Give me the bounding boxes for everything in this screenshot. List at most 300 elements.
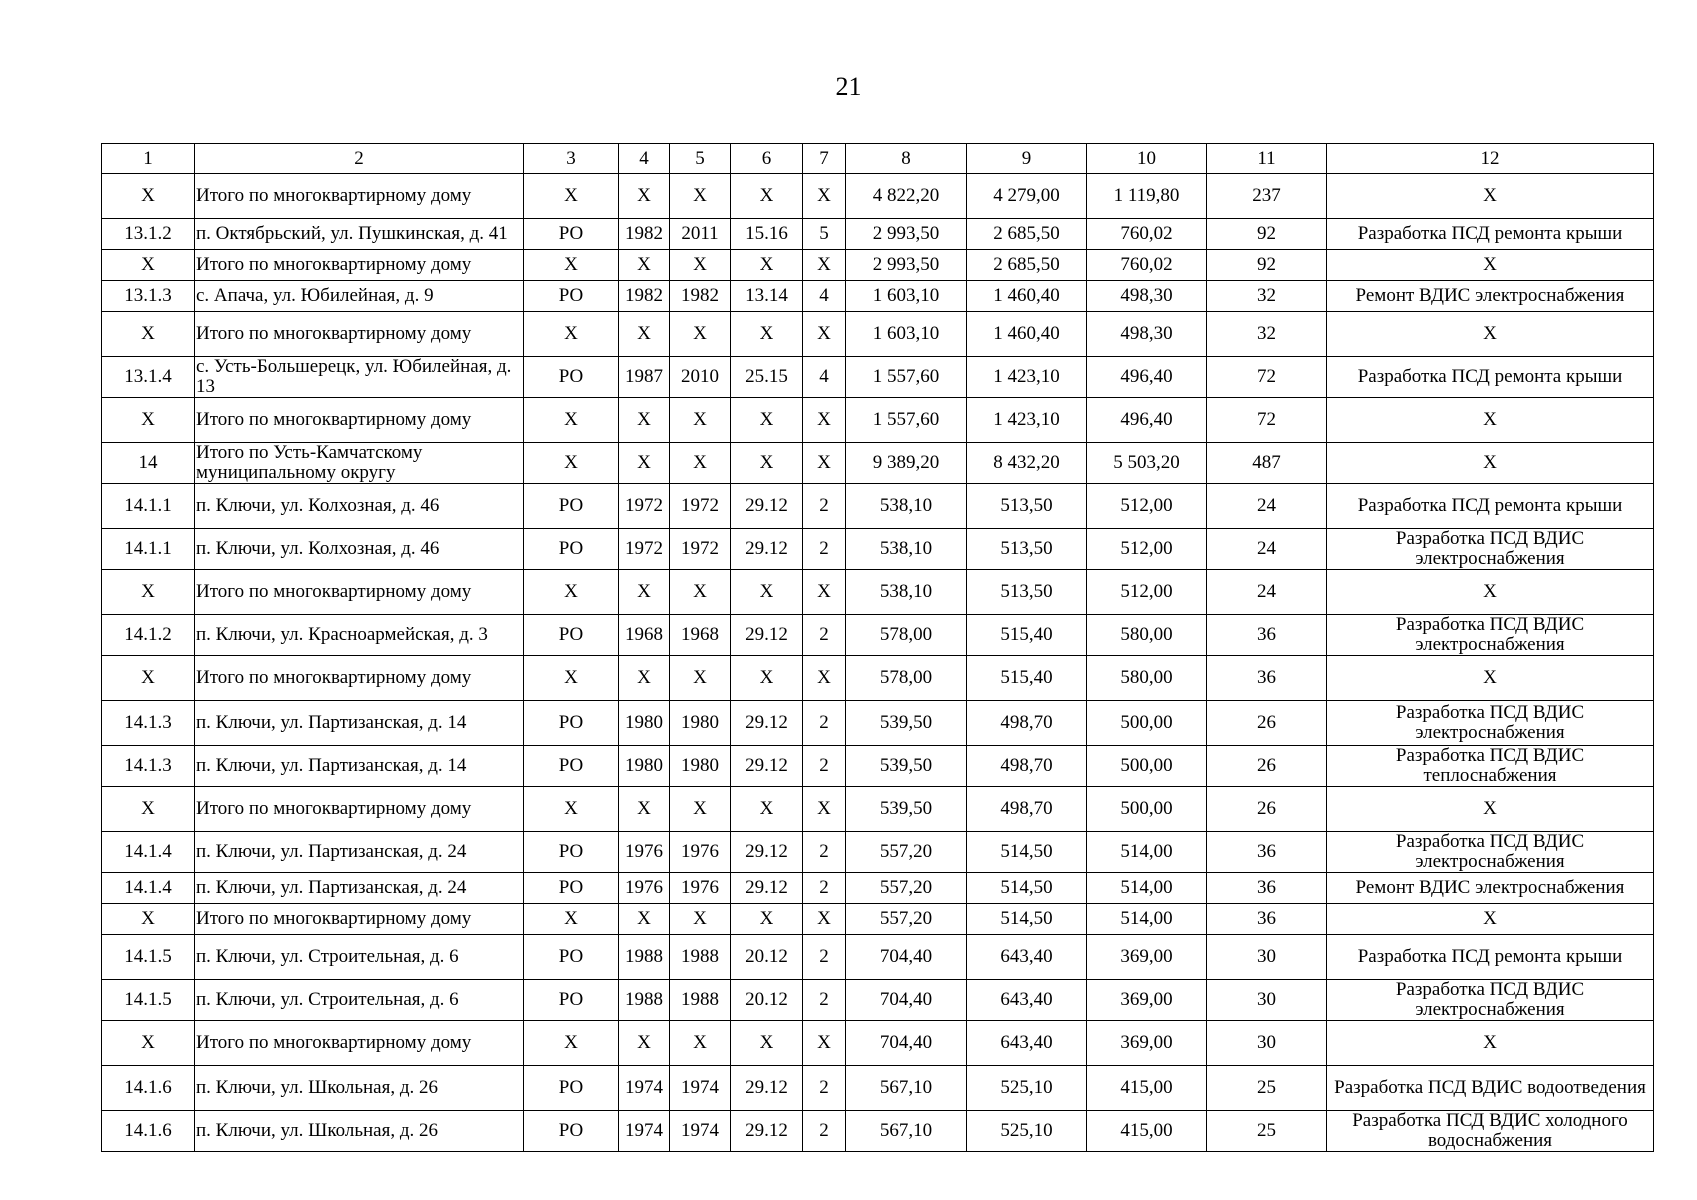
cell-work-type: X bbox=[1327, 656, 1654, 701]
cell-living-area: 525,10 bbox=[967, 1066, 1087, 1111]
cell-year-overhaul: X bbox=[670, 787, 731, 832]
cell-residents: 24 bbox=[1207, 484, 1327, 529]
cell-living-area: 514,50 bbox=[967, 873, 1087, 904]
cell-year-overhaul: 1980 bbox=[670, 701, 731, 746]
cell-floors: X bbox=[803, 787, 846, 832]
header-cell-total-area: 8 bbox=[846, 144, 967, 174]
cell-common-area: 369,00 bbox=[1087, 980, 1207, 1021]
cell-floors: X bbox=[803, 312, 846, 357]
cell-program-type: РО bbox=[524, 529, 619, 570]
cell-common-area: 512,00 bbox=[1087, 529, 1207, 570]
cell-rating: X bbox=[731, 1021, 803, 1066]
cell-rating: X bbox=[731, 398, 803, 443]
cell-address: п. Ключи, ул. Школьная, д. 26 bbox=[195, 1111, 524, 1152]
cell-row-number: X bbox=[102, 174, 195, 219]
cell-residents: 30 bbox=[1207, 980, 1327, 1021]
cell-residents: 36 bbox=[1207, 904, 1327, 935]
cell-common-area: 760,02 bbox=[1087, 219, 1207, 250]
cell-year-built: 1972 bbox=[619, 529, 670, 570]
cell-rating: 29.12 bbox=[731, 529, 803, 570]
header-cell-common-area: 10 bbox=[1087, 144, 1207, 174]
cell-residents: 92 bbox=[1207, 250, 1327, 281]
cell-year-overhaul: X bbox=[670, 656, 731, 701]
cell-work-type: X bbox=[1327, 312, 1654, 357]
cell-common-area: 496,40 bbox=[1087, 398, 1207, 443]
cell-work-type: X bbox=[1327, 904, 1654, 935]
cell-living-area: 515,40 bbox=[967, 656, 1087, 701]
cell-total-area: 539,50 bbox=[846, 746, 967, 787]
cell-year-built: 1972 bbox=[619, 484, 670, 529]
cell-rating: 29.12 bbox=[731, 832, 803, 873]
cell-total-area: 567,10 bbox=[846, 1066, 967, 1111]
cell-row-number: X bbox=[102, 787, 195, 832]
cell-address: п. Ключи, ул. Партизанская, д. 24 bbox=[195, 832, 524, 873]
cell-row-number: 14.1.5 bbox=[102, 935, 195, 980]
cell-program-type: X bbox=[524, 250, 619, 281]
table-row bbox=[102, 250, 1654, 281]
cell-common-area: 415,00 bbox=[1087, 1111, 1207, 1152]
cell-program-type: X bbox=[524, 174, 619, 219]
cell-common-area: 500,00 bbox=[1087, 701, 1207, 746]
cell-common-area: 498,30 bbox=[1087, 312, 1207, 357]
cell-residents: 72 bbox=[1207, 398, 1327, 443]
cell-row-number: X bbox=[102, 398, 195, 443]
cell-row-number: 14.1.4 bbox=[102, 832, 195, 873]
cell-row-number: X bbox=[102, 656, 195, 701]
cell-common-area: 512,00 bbox=[1087, 570, 1207, 615]
cell-residents: 30 bbox=[1207, 1021, 1327, 1066]
cell-address: п. Ключи, ул. Колхозная, д. 46 bbox=[195, 529, 524, 570]
cell-address: Итого по многоквартирному дому bbox=[195, 570, 524, 615]
cell-program-type: РО bbox=[524, 873, 619, 904]
cell-address: Итого по многоквартирному дому bbox=[195, 656, 524, 701]
cell-living-area: 514,50 bbox=[967, 904, 1087, 935]
cell-year-built: X bbox=[619, 570, 670, 615]
cell-rating: X bbox=[731, 312, 803, 357]
table-row bbox=[102, 1111, 1654, 1152]
cell-work-type: Разработка ПСД ВДИС электроснабжения bbox=[1327, 529, 1654, 570]
cell-row-number: X bbox=[102, 904, 195, 935]
cell-address: Итого по многоквартирному дому bbox=[195, 398, 524, 443]
cell-total-area: 1 603,10 bbox=[846, 281, 967, 312]
header-cell-residents: 11 bbox=[1207, 144, 1327, 174]
cell-year-overhaul: 1988 bbox=[670, 935, 731, 980]
cell-total-area: 539,50 bbox=[846, 701, 967, 746]
cell-row-number: 14.1.1 bbox=[102, 484, 195, 529]
cell-residents: 26 bbox=[1207, 701, 1327, 746]
cell-floors: 2 bbox=[803, 1066, 846, 1111]
header-cell-year-overhaul: 5 bbox=[670, 144, 731, 174]
cell-living-area: 2 685,50 bbox=[967, 219, 1087, 250]
cell-floors: 2 bbox=[803, 980, 846, 1021]
cell-year-overhaul: 1982 bbox=[670, 281, 731, 312]
cell-residents: 30 bbox=[1207, 935, 1327, 980]
cell-common-area: 514,00 bbox=[1087, 873, 1207, 904]
cell-rating: X bbox=[731, 787, 803, 832]
cell-living-area: 4 279,00 bbox=[967, 174, 1087, 219]
cell-row-number: 14.1.5 bbox=[102, 980, 195, 1021]
cell-program-type: РО bbox=[524, 219, 619, 250]
cell-program-type: X bbox=[524, 656, 619, 701]
cell-year-overhaul: 1972 bbox=[670, 529, 731, 570]
cell-common-area: 415,00 bbox=[1087, 1066, 1207, 1111]
cell-common-area: 369,00 bbox=[1087, 935, 1207, 980]
cell-living-area: 8 432,20 bbox=[967, 443, 1087, 484]
cell-program-type: РО bbox=[524, 701, 619, 746]
table-row bbox=[102, 529, 1654, 570]
table-row bbox=[102, 656, 1654, 701]
cell-floors: X bbox=[803, 250, 846, 281]
cell-work-type: Разработка ПСД ремонта крыши bbox=[1327, 484, 1654, 529]
cell-address: с. Усть-Большерецк, ул. Юбилейная, д. 13 bbox=[195, 357, 524, 398]
cell-floors: X bbox=[803, 904, 846, 935]
table-row bbox=[102, 357, 1654, 398]
cell-program-type: X bbox=[524, 570, 619, 615]
cell-year-built: X bbox=[619, 656, 670, 701]
cell-total-area: 704,40 bbox=[846, 1021, 967, 1066]
cell-living-area: 513,50 bbox=[967, 484, 1087, 529]
cell-year-built: 1988 bbox=[619, 980, 670, 1021]
cell-work-type: Разработка ПСД ВДИС электроснабжения bbox=[1327, 980, 1654, 1021]
table-row bbox=[102, 935, 1654, 980]
cell-address: п. Ключи, ул. Партизанская, д. 14 bbox=[195, 746, 524, 787]
cell-program-type: РО bbox=[524, 1111, 619, 1152]
cell-floors: 2 bbox=[803, 615, 846, 656]
cell-year-built: X bbox=[619, 312, 670, 357]
cell-common-area: 514,00 bbox=[1087, 904, 1207, 935]
cell-residents: 36 bbox=[1207, 656, 1327, 701]
cell-rating: 29.12 bbox=[731, 1111, 803, 1152]
cell-living-area: 1 423,10 bbox=[967, 398, 1087, 443]
cell-residents: 26 bbox=[1207, 746, 1327, 787]
cell-year-overhaul: 1974 bbox=[670, 1111, 731, 1152]
cell-floors: 4 bbox=[803, 357, 846, 398]
cell-year-overhaul: X bbox=[670, 398, 731, 443]
cell-year-overhaul: 1980 bbox=[670, 746, 731, 787]
cell-residents: 24 bbox=[1207, 570, 1327, 615]
cell-work-type: Разработка ПСД ВДИС водоотведения bbox=[1327, 1066, 1654, 1111]
cell-work-type: X bbox=[1327, 787, 1654, 832]
cell-living-area: 513,50 bbox=[967, 570, 1087, 615]
cell-year-overhaul: X bbox=[670, 250, 731, 281]
cell-total-area: 2 993,50 bbox=[846, 219, 967, 250]
cell-total-area: 704,40 bbox=[846, 980, 967, 1021]
table-row bbox=[102, 398, 1654, 443]
cell-year-built: X bbox=[619, 904, 670, 935]
cell-total-area: 1 603,10 bbox=[846, 312, 967, 357]
cell-residents: 487 bbox=[1207, 443, 1327, 484]
cell-total-area: 538,10 bbox=[846, 529, 967, 570]
cell-year-overhaul: X bbox=[670, 443, 731, 484]
cell-residents: 32 bbox=[1207, 281, 1327, 312]
cell-living-area: 1 460,40 bbox=[967, 312, 1087, 357]
cell-common-area: 580,00 bbox=[1087, 656, 1207, 701]
header-cell-rating: 6 bbox=[731, 144, 803, 174]
cell-rating: X bbox=[731, 570, 803, 615]
cell-floors: X bbox=[803, 1021, 846, 1066]
cell-common-area: 496,40 bbox=[1087, 357, 1207, 398]
cell-floors: 2 bbox=[803, 529, 846, 570]
cell-row-number: 14 bbox=[102, 443, 195, 484]
cell-year-overhaul: X bbox=[670, 312, 731, 357]
cell-rating: 20.12 bbox=[731, 980, 803, 1021]
cell-floors: 2 bbox=[803, 873, 846, 904]
cell-common-area: 500,00 bbox=[1087, 746, 1207, 787]
header-cell-row-number: 1 bbox=[102, 144, 195, 174]
cell-row-number: 14.1.4 bbox=[102, 873, 195, 904]
cell-residents: 25 bbox=[1207, 1111, 1327, 1152]
table-row bbox=[102, 701, 1654, 746]
header-cell-work-type: 12 bbox=[1327, 144, 1654, 174]
cell-residents: 24 bbox=[1207, 529, 1327, 570]
cell-common-area: 760,02 bbox=[1087, 250, 1207, 281]
cell-address: Итого по многоквартирному дому bbox=[195, 312, 524, 357]
cell-row-number: 14.1.3 bbox=[102, 701, 195, 746]
cell-program-type: РО bbox=[524, 281, 619, 312]
cell-living-area: 1 460,40 bbox=[967, 281, 1087, 312]
cell-year-built: X bbox=[619, 398, 670, 443]
cell-work-type: Разработка ПСД ВДИС электроснабжения bbox=[1327, 615, 1654, 656]
cell-floors: 4 bbox=[803, 281, 846, 312]
cell-row-number: 14.1.6 bbox=[102, 1111, 195, 1152]
cell-year-built: X bbox=[619, 1021, 670, 1066]
cell-rating: 13.14 bbox=[731, 281, 803, 312]
table-row bbox=[102, 1066, 1654, 1111]
cell-row-number: 14.1.1 bbox=[102, 529, 195, 570]
table-row bbox=[102, 174, 1654, 219]
cell-year-built: 1974 bbox=[619, 1066, 670, 1111]
cell-program-type: X bbox=[524, 312, 619, 357]
cell-program-type: X bbox=[524, 904, 619, 935]
cell-residents: 92 bbox=[1207, 219, 1327, 250]
cell-program-type: РО bbox=[524, 832, 619, 873]
cell-address: Итого по Усть-Камчатскому муниципальному округу bbox=[195, 443, 524, 484]
cell-residents: 36 bbox=[1207, 615, 1327, 656]
cell-total-area: 4 822,20 bbox=[846, 174, 967, 219]
cell-address: п. Октябрьский, ул. Пушкинская, д. 41 bbox=[195, 219, 524, 250]
cell-floors: X bbox=[803, 570, 846, 615]
cell-work-type: X bbox=[1327, 443, 1654, 484]
cell-year-built: 1968 bbox=[619, 615, 670, 656]
cell-year-overhaul: 1974 bbox=[670, 1066, 731, 1111]
cell-address: п. Ключи, ул. Строительная, д. 6 bbox=[195, 935, 524, 980]
cell-program-type: РО bbox=[524, 1066, 619, 1111]
cell-row-number: 14.1.3 bbox=[102, 746, 195, 787]
cell-total-area: 538,10 bbox=[846, 570, 967, 615]
cell-total-area: 557,20 bbox=[846, 904, 967, 935]
table-row bbox=[102, 615, 1654, 656]
cell-living-area: 643,40 bbox=[967, 980, 1087, 1021]
table-row bbox=[102, 832, 1654, 873]
cell-rating: 29.12 bbox=[731, 1066, 803, 1111]
header-cell-floors: 7 bbox=[803, 144, 846, 174]
cell-work-type: Разработка ПСД ремонта крыши bbox=[1327, 357, 1654, 398]
table-row bbox=[102, 281, 1654, 312]
table-row bbox=[102, 443, 1654, 484]
cell-residents: 25 bbox=[1207, 1066, 1327, 1111]
cell-common-area: 1 119,80 bbox=[1087, 174, 1207, 219]
cell-living-area: 2 685,50 bbox=[967, 250, 1087, 281]
cell-floors: 2 bbox=[803, 746, 846, 787]
cell-program-type: РО bbox=[524, 746, 619, 787]
cell-rating: 25.15 bbox=[731, 357, 803, 398]
cell-total-area: 704,40 bbox=[846, 935, 967, 980]
cell-total-area: 9 389,20 bbox=[846, 443, 967, 484]
cell-residents: 36 bbox=[1207, 873, 1327, 904]
cell-common-area: 580,00 bbox=[1087, 615, 1207, 656]
housing-register-table bbox=[101, 143, 1654, 1152]
cell-rating: 29.12 bbox=[731, 484, 803, 529]
header-row bbox=[102, 144, 1654, 174]
cell-program-type: X bbox=[524, 1021, 619, 1066]
cell-floors: 2 bbox=[803, 1111, 846, 1152]
cell-rating: X bbox=[731, 443, 803, 484]
cell-address: Итого по многоквартирному дому bbox=[195, 250, 524, 281]
cell-floors: 2 bbox=[803, 935, 846, 980]
cell-program-type: РО bbox=[524, 615, 619, 656]
table-row bbox=[102, 570, 1654, 615]
cell-common-area: 500,00 bbox=[1087, 787, 1207, 832]
cell-address: Итого по многоквартирному дому bbox=[195, 904, 524, 935]
cell-total-area: 578,00 bbox=[846, 656, 967, 701]
cell-rating: X bbox=[731, 250, 803, 281]
table-row bbox=[102, 219, 1654, 250]
cell-total-area: 2 993,50 bbox=[846, 250, 967, 281]
cell-total-area: 539,50 bbox=[846, 787, 967, 832]
cell-address: п. Ключи, ул. Колхозная, д. 46 bbox=[195, 484, 524, 529]
cell-total-area: 578,00 bbox=[846, 615, 967, 656]
cell-program-type: X bbox=[524, 787, 619, 832]
cell-address: Итого по многоквартирному дому bbox=[195, 787, 524, 832]
cell-year-overhaul: X bbox=[670, 174, 731, 219]
cell-total-area: 1 557,60 bbox=[846, 357, 967, 398]
cell-living-area: 498,70 bbox=[967, 787, 1087, 832]
cell-living-area: 1 423,10 bbox=[967, 357, 1087, 398]
cell-row-number: X bbox=[102, 570, 195, 615]
cell-program-type: РО bbox=[524, 935, 619, 980]
cell-year-overhaul: 1972 bbox=[670, 484, 731, 529]
cell-living-area: 514,50 bbox=[967, 832, 1087, 873]
table-row bbox=[102, 787, 1654, 832]
cell-common-area: 369,00 bbox=[1087, 1021, 1207, 1066]
cell-year-overhaul: 1968 bbox=[670, 615, 731, 656]
cell-year-overhaul: 2010 bbox=[670, 357, 731, 398]
cell-residents: 72 bbox=[1207, 357, 1327, 398]
cell-year-built: 1987 bbox=[619, 357, 670, 398]
cell-work-type: X bbox=[1327, 570, 1654, 615]
cell-row-number: 13.1.2 bbox=[102, 219, 195, 250]
cell-program-type: РО bbox=[524, 980, 619, 1021]
cell-residents: 237 bbox=[1207, 174, 1327, 219]
table-row bbox=[102, 980, 1654, 1021]
cell-floors: X bbox=[803, 398, 846, 443]
header-cell-program-type: 3 bbox=[524, 144, 619, 174]
cell-rating: 29.12 bbox=[731, 615, 803, 656]
cell-year-built: X bbox=[619, 250, 670, 281]
cell-year-built: 1982 bbox=[619, 219, 670, 250]
cell-address: п. Ключи, ул. Строительная, д. 6 bbox=[195, 980, 524, 1021]
cell-row-number: 14.1.2 bbox=[102, 615, 195, 656]
cell-floors: 2 bbox=[803, 832, 846, 873]
table-row bbox=[102, 1021, 1654, 1066]
cell-floors: 2 bbox=[803, 701, 846, 746]
cell-work-type: Ремонт ВДИС электроснабжения bbox=[1327, 281, 1654, 312]
cell-row-number: 13.1.3 bbox=[102, 281, 195, 312]
cell-address: Итого по многоквартирному дому bbox=[195, 174, 524, 219]
cell-program-type: РО bbox=[524, 357, 619, 398]
cell-year-built: X bbox=[619, 787, 670, 832]
cell-work-type: Разработка ПСД ремонта крыши bbox=[1327, 935, 1654, 980]
cell-total-area: 557,20 bbox=[846, 873, 967, 904]
cell-year-built: 1982 bbox=[619, 281, 670, 312]
cell-floors: X bbox=[803, 656, 846, 701]
cell-work-type: X bbox=[1327, 398, 1654, 443]
cell-rating: 20.12 bbox=[731, 935, 803, 980]
cell-work-type: Разработка ПСД ВДИС электроснабжения bbox=[1327, 701, 1654, 746]
cell-year-overhaul: X bbox=[670, 570, 731, 615]
table-row bbox=[102, 484, 1654, 529]
cell-floors: 2 bbox=[803, 484, 846, 529]
cell-residents: 26 bbox=[1207, 787, 1327, 832]
cell-address: Итого по многоквартирному дому bbox=[195, 1021, 524, 1066]
cell-year-built: 1976 bbox=[619, 873, 670, 904]
cell-common-area: 512,00 bbox=[1087, 484, 1207, 529]
cell-living-area: 643,40 bbox=[967, 1021, 1087, 1066]
cell-year-built: 1980 bbox=[619, 701, 670, 746]
cell-year-overhaul: 2011 bbox=[670, 219, 731, 250]
cell-year-overhaul: 1976 bbox=[670, 873, 731, 904]
cell-address: п. Ключи, ул. Партизанская, д. 24 bbox=[195, 873, 524, 904]
cell-work-type: X bbox=[1327, 250, 1654, 281]
cell-program-type: X bbox=[524, 443, 619, 484]
cell-year-overhaul: X bbox=[670, 1021, 731, 1066]
cell-year-built: 1988 bbox=[619, 935, 670, 980]
cell-program-type: X bbox=[524, 398, 619, 443]
cell-rating: X bbox=[731, 904, 803, 935]
cell-work-type: X bbox=[1327, 174, 1654, 219]
cell-rating: 15.16 bbox=[731, 219, 803, 250]
cell-year-overhaul: 1988 bbox=[670, 980, 731, 1021]
cell-common-area: 514,00 bbox=[1087, 832, 1207, 873]
cell-work-type: Разработка ПСД ремонта крыши bbox=[1327, 219, 1654, 250]
cell-rating: 29.12 bbox=[731, 873, 803, 904]
cell-living-area: 525,10 bbox=[967, 1111, 1087, 1152]
cell-row-number: X bbox=[102, 250, 195, 281]
cell-rating: X bbox=[731, 656, 803, 701]
cell-floors: 5 bbox=[803, 219, 846, 250]
table-row bbox=[102, 873, 1654, 904]
cell-work-type: Разработка ПСД ВДИС электроснабжения bbox=[1327, 832, 1654, 873]
cell-residents: 32 bbox=[1207, 312, 1327, 357]
cell-living-area: 498,70 bbox=[967, 746, 1087, 787]
table-row bbox=[102, 746, 1654, 787]
cell-year-overhaul: 1976 bbox=[670, 832, 731, 873]
cell-address: п. Ключи, ул. Школьная, д. 26 bbox=[195, 1066, 524, 1111]
cell-rating: X bbox=[731, 174, 803, 219]
cell-floors: X bbox=[803, 443, 846, 484]
header-cell-living-area: 9 bbox=[967, 144, 1087, 174]
cell-rating: 29.12 bbox=[731, 746, 803, 787]
cell-work-type: X bbox=[1327, 1021, 1654, 1066]
cell-row-number: 13.1.4 bbox=[102, 357, 195, 398]
cell-program-type: РО bbox=[524, 484, 619, 529]
cell-common-area: 498,30 bbox=[1087, 281, 1207, 312]
table-row bbox=[102, 312, 1654, 357]
cell-living-area: 498,70 bbox=[967, 701, 1087, 746]
cell-common-area: 5 503,20 bbox=[1087, 443, 1207, 484]
cell-total-area: 1 557,60 bbox=[846, 398, 967, 443]
cell-rating: 29.12 bbox=[731, 701, 803, 746]
